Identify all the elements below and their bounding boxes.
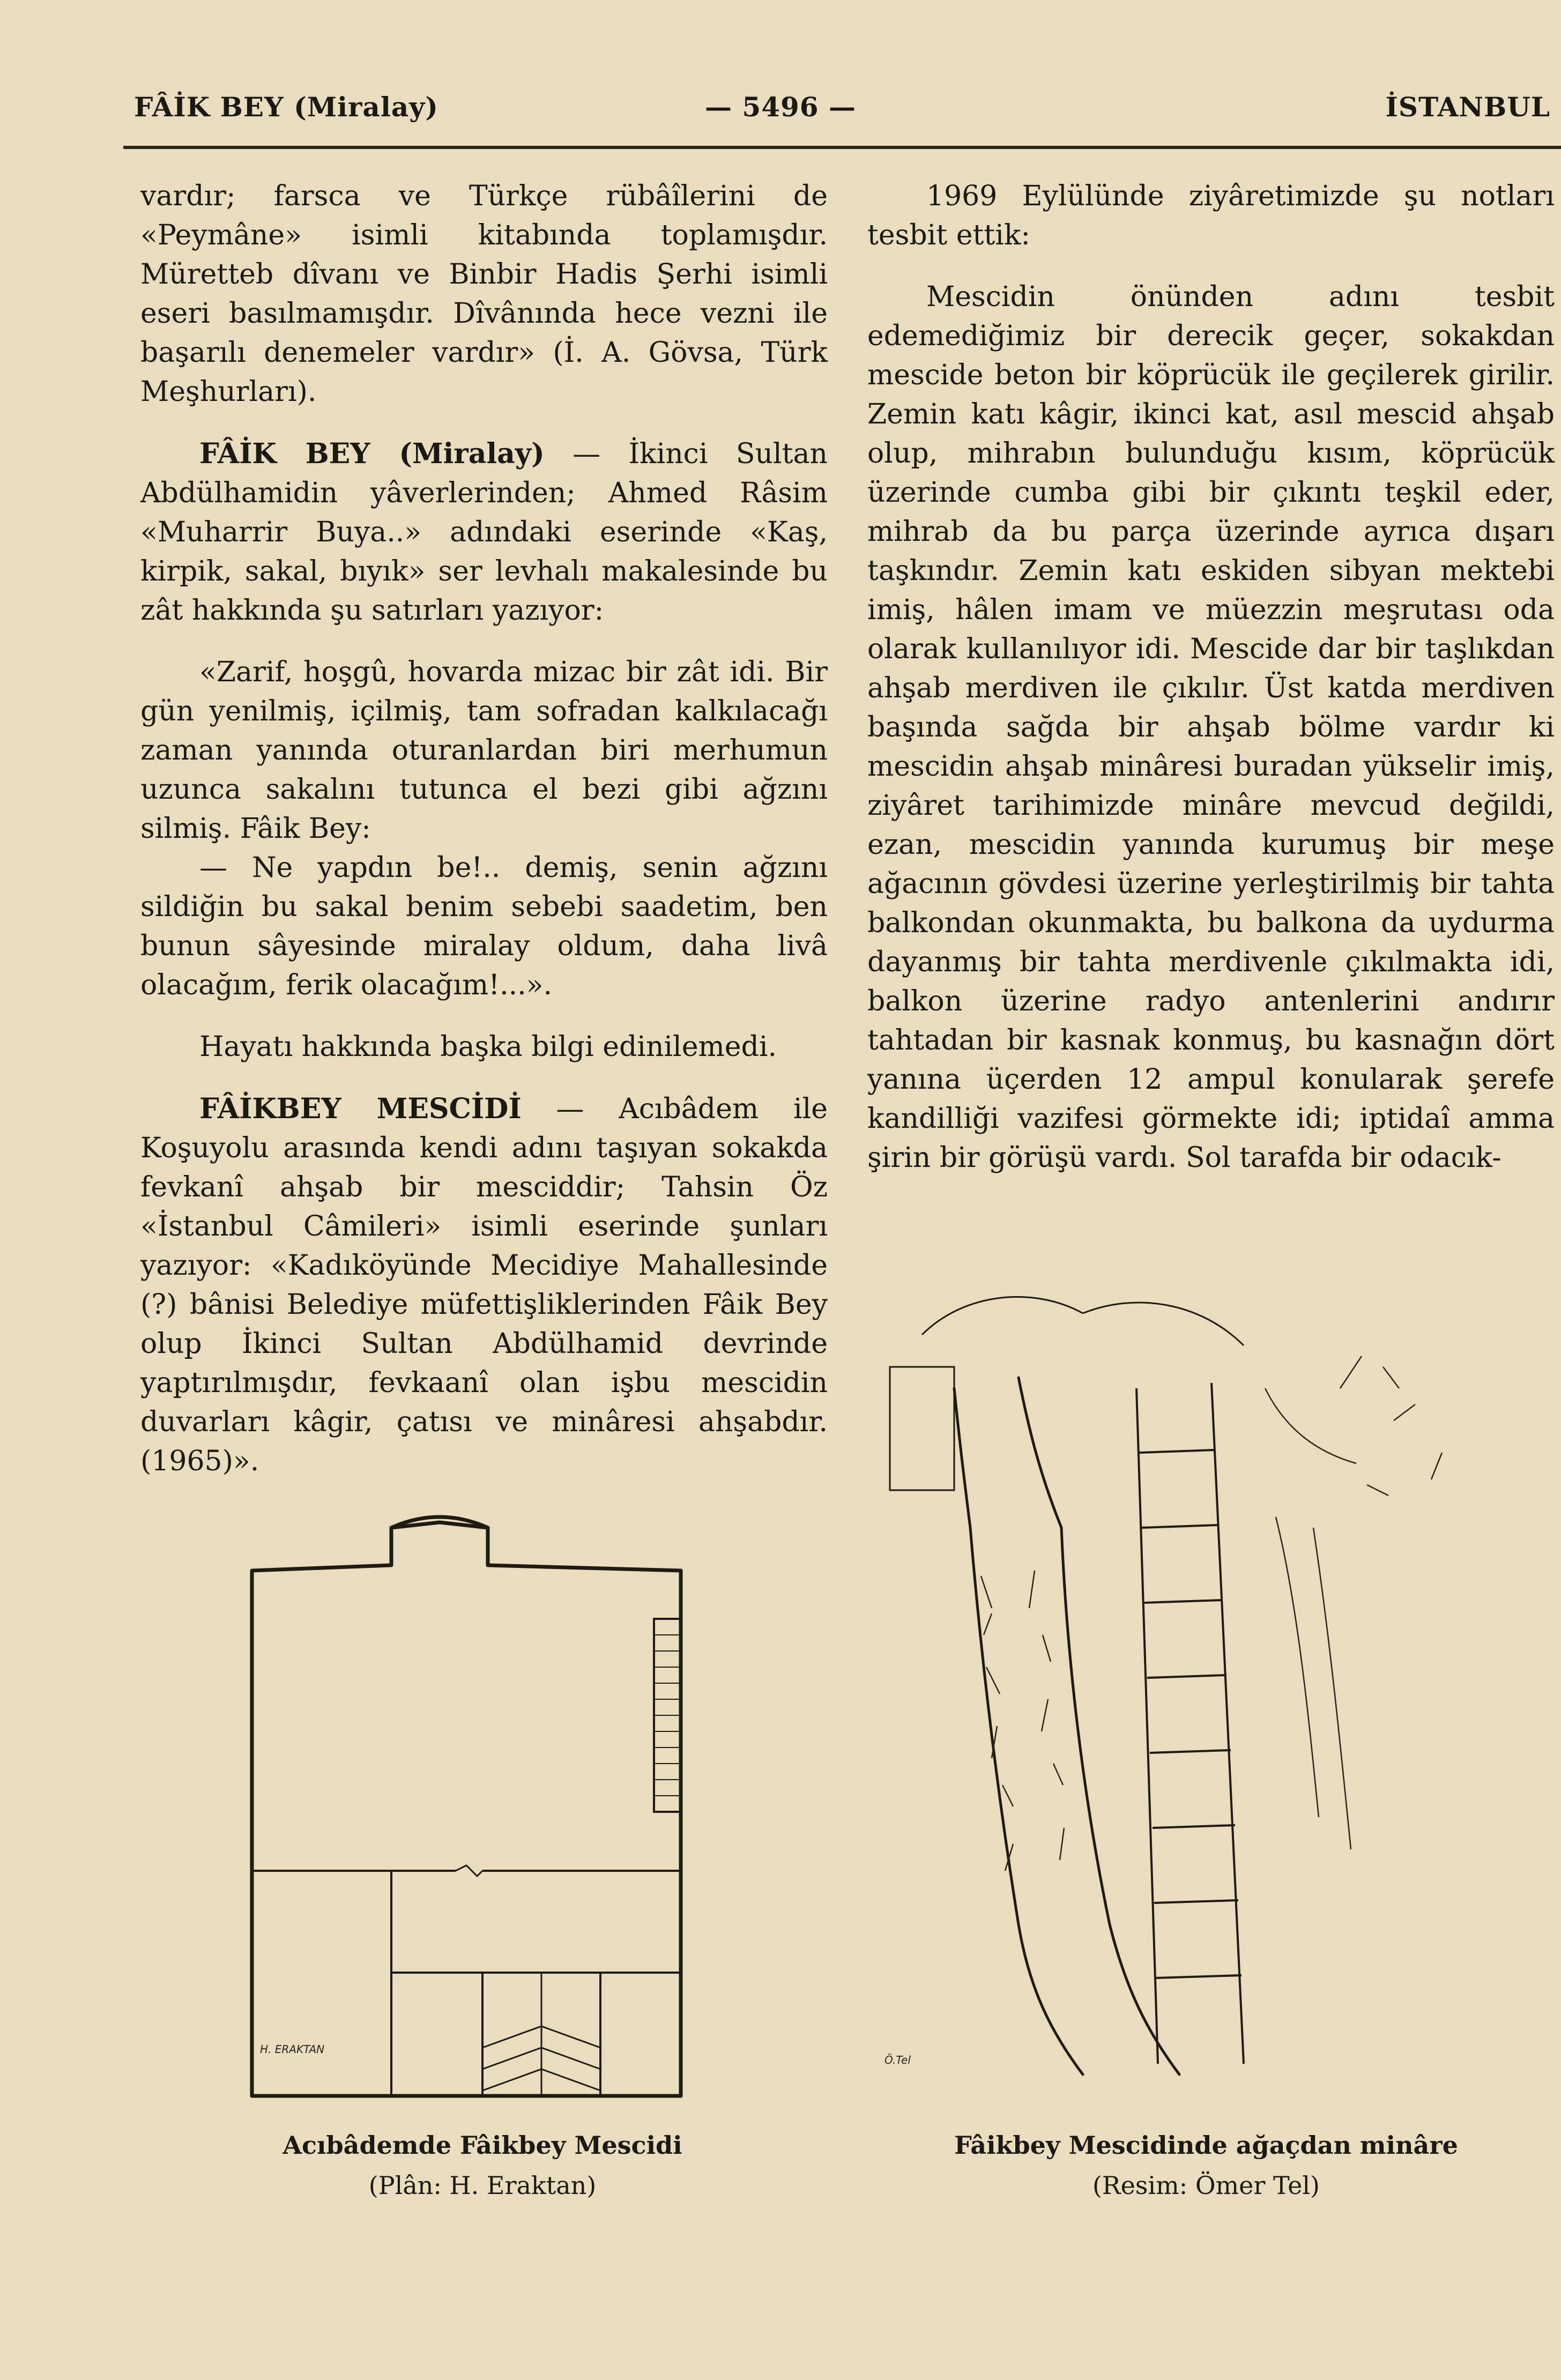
- entry-title: FÂİKBEY MESCİDİ: [199, 1092, 522, 1125]
- entry-faikbey-mescidi: [140, 1089, 828, 1481]
- left-column: [140, 177, 828, 1481]
- sketch-hatching: [981, 1356, 1442, 1871]
- plan-walls: [252, 1517, 681, 2096]
- drawing-caption-credit: (Resim: Ömer Tel): [1092, 2171, 1320, 2200]
- paragraph-visit: 1969 Eylülünde ziyâretimizde şu notları tesbit ettik:: [867, 180, 1555, 251]
- entry-title: FÂİK BEY (Miralay): [199, 437, 545, 470]
- quote-dialogue: — Ne yapdın be!.. demiş, senin ağzını sildiğin bu sakal benim sebebi saadetim, ben bunun sâyesinde miralay oldum, daha livâ olacağım, ferik olacağım!...».: [140, 852, 828, 1001]
- quote-paragraph: «Zarif, hoşgû, hovarda mizac bir zât idi. Bir gün yenilmiş, içilmiş, tam sofradan kalkılacağı zaman yanında oturanlardan biri merhumun uzunca sakalını tutunca el bezi gibi ağzını silmiş. Fâik Bey:: [140, 656, 828, 845]
- sketch-balcony: [890, 1297, 1244, 1490]
- paragraph-description: Mescidin önünden adını tesbit edemediğimiz bir derecik geçer, sokakdan mescide beton bir köprücük ile geçilerek girilir. Zemin katı kâgir, ikinci kat, asıl mescid ahşab olup, mihrabın bulunduğu kısım, köprücük üzerinde cumba gibi bir çıkıntı teşkil eder, mihrab da bu parça üzerinde ayrıca dışarı taşkındır. Zemin katı eskiden sibyan mektebi imiş, hâlen imam ve müezzin meşrutası oda olarak kullanılıyor idi. Mescide dar bir taşlıkdan ahşab merdiven ile çıkılır. Üst katda merdiven başında sağda bir ahşab bölme vardır ki mescidin ahşab minâresi buradan yükselir imiş, ziyâret tarihimizde minâre mevcud değildi, ezan, mescidin yanında kurumuş bir meşe ağacının gövdesi üzerine yerleştirilmiş bir tahta balkondan okunmakta, bu balkona da uydurma dayanmış bir tahta merdivenle çıkılmakta idi, balkon üzerine radyo antenlerini andırır tahtadan bir kasnak konmuş, bu kasnağın dört yanına üçerden 12 ampul konularak şerefe kandilliği vazifesi görmekte idi; iptidaî amma şirin bir görüşü vardı. Sol tarafda bir odacık-: [867, 281, 1555, 1174]
- minaret-sketch-figure: [858, 1228, 1533, 2107]
- header-rule: [123, 146, 1561, 149]
- sketch-ladder: [1136, 1383, 1244, 2064]
- running-head-left: FÂİK BEY (Miralay): [134, 91, 438, 123]
- floor-plan-figure: [231, 1512, 740, 2171]
- entry-text: — İkinci Sultan Abdülhamidin yâverlerinden; Ahmed Râsim «Muharrir Buya..» adındaki eserinde «Kaş, kirpik, sakal, bıyık» ser levhalı makalesinde bu zât hakkında şu satırları yazıyor:: [140, 438, 828, 627]
- plan-lower-stair: [482, 1973, 600, 2096]
- page-number: — 5496 —: [705, 91, 856, 123]
- running-head-right: İSTANBUL: [1385, 91, 1550, 123]
- sketch-signature: Ö.Tel: [884, 2054, 911, 2066]
- plan-interior: [252, 1619, 681, 2096]
- plan-caption-credit: (Plân: H. Eraktan): [368, 2171, 597, 2200]
- paragraph-no-info: Hayatı hakkında başka bilgi edinilemedi.: [199, 1031, 777, 1063]
- plan-caption-title: Acıbâdemde Fâikbey Mescidi: [283, 2131, 682, 2160]
- sketch-tree-trunk: [954, 1378, 1179, 2074]
- drawing-caption: [922, 2125, 1490, 2206]
- right-column: [867, 177, 1555, 1178]
- plan-caption: [225, 2125, 740, 2206]
- drawing-caption-title: Fâikbey Mescidinde ağaçdan minâre: [954, 2131, 1458, 2160]
- paragraph-divan: vardır; farsca ve Türkçe rübâîlerini de «Peymâne» isimli kitabında toplamışdır. Müretteb dîvanı ve Binbir Hadis Şerhi isimli eseri basılmamışdır. Dîvânında hece vezni ile başarılı denemeler vardır» (İ. A. Gövsa, Türk Meşhurları).: [140, 180, 828, 408]
- plan-stair: [654, 1635, 681, 1796]
- entry-faik-bey: [140, 434, 828, 630]
- plan-signature: H. ERAKTAN: [260, 2043, 325, 2056]
- entry-text: — Acıbâdem ile Koşuyolu arasında kendi adını taşıyan sokakda fevkanî ahşab bir mesciddir; Tahsin Öz «İstanbul Câmileri» isimli eserinde şunları yazıyor: «Kadıköyünde Mecidiye Mahallesinde (?) bânisi Belediye müfettişliklerinden Fâik Bey olup İkinci Sultan Abdülhamid devrinde yaptırılmışdır, fevkaanî olan işbu mescidin duvarları kâgir, çatısı ve minâresi ahşabdır. (1965)».: [140, 1093, 828, 1477]
